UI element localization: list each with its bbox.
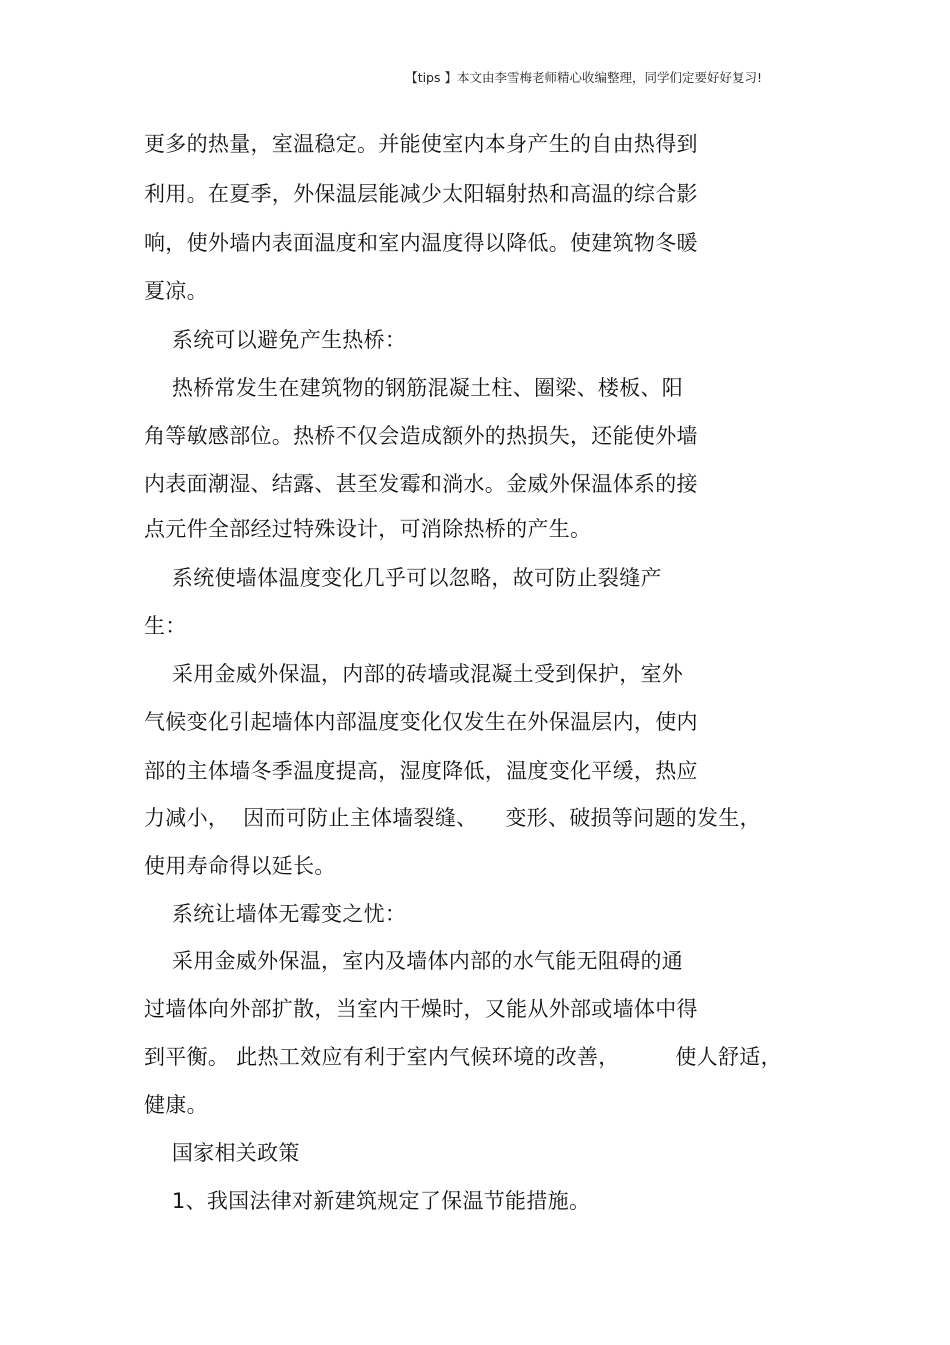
body-line: 角等敏感部位。热桥不仅会造成额外的热损失，还能使外墙 xyxy=(144,424,698,448)
section-heading: 生： xyxy=(144,614,187,638)
body-line: 健康。 xyxy=(144,1093,208,1117)
body-line: 采用金威外保温，内部的砖墙或混凝土受到保护，室外 xyxy=(144,662,684,686)
header-tip: 【tips 】本文由李雪梅老师精心收编整理，同学们定要好好复习! xyxy=(405,70,762,85)
body-line: 热桥常发生在建筑物的钢筋混凝土柱、圈梁、楼板、阳 xyxy=(144,376,684,400)
section-heading: 国家相关政策 xyxy=(144,1141,300,1165)
body-line: 内表面潮湿、结露、甚至发霉和淌水。金威外保温体系的接 xyxy=(144,472,698,496)
section-heading: 系统让墙体无霉变之忧： xyxy=(144,902,407,926)
body-line: 力减小， 因而可防止主体墙裂缝、 变形、破损等问题的发生， xyxy=(144,806,761,830)
body-line: 气候变化引起墙体内部温度变化仅发生在外保温层内，使内 xyxy=(144,710,698,734)
section-heading: 系统使墙体温度变化几乎可以忽略，故可防止裂缝产 xyxy=(144,566,662,590)
body-line: 过墙体向外部扩散，当室内干燥时，又能从外部或墙体中得 xyxy=(144,997,698,1021)
body-line: 响，使外墙内表面温度和室内温度得以降低。使建筑物冬暖 xyxy=(144,231,698,255)
body-line: 采用金威外保温，室内及墙体内部的水气能无阻碍的通 xyxy=(144,949,684,973)
body-line: 更多的热量，室温稳定。并能使室内本身产生的自由热得到 xyxy=(144,132,698,156)
list-item: 1、我国法律对新建筑规定了保温节能措施。 xyxy=(144,1189,591,1213)
body-line: 部的主体墙冬季温度提高，湿度降低，温度变化平缓，热应 xyxy=(144,759,698,783)
body-line: 到平衡。 此热工效应有利于室内气候环境的改善， 使人舒适， xyxy=(144,1045,782,1069)
body-line: 点元件全部经过特殊设计，可消除热桥的产生。 xyxy=(144,517,592,541)
body-line: 夏凉。 xyxy=(144,279,208,303)
section-heading: 系统可以避免产生热桥： xyxy=(144,328,407,352)
body-line: 利用。在夏季，外保温层能减少太阳辐射热和高温的综合影 xyxy=(144,182,698,206)
body-line: 使用寿命得以延长。 xyxy=(144,854,336,878)
